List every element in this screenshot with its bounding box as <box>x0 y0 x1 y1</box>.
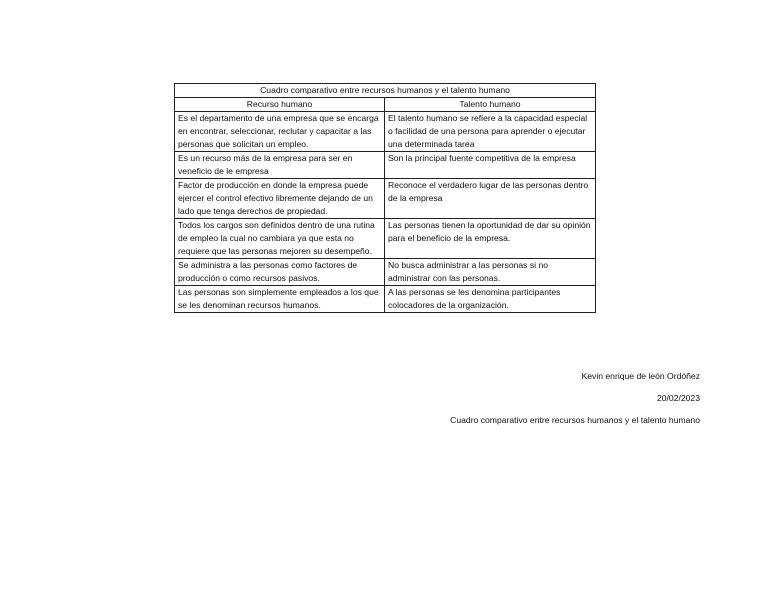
table-cell: Es el departamento de una empresa que se encarga en encontrar, seleccionar, reclutar y capacitar a las personas que solicitan un empleo. <box>175 112 385 152</box>
table-title: Cuadro comparativo entre recursos humanos y el talento humano <box>175 84 596 98</box>
table-cell: El talento humano se refiere a la capacidad especial o facilidad de una persona para aprender o ejecutar una determinada tarea <box>385 112 596 152</box>
table-cell: Se administra a las personas como factores de producción o como recursos pasivos. <box>175 259 385 286</box>
table-row <box>175 112 596 152</box>
column-header-talento-humano: Talento humano <box>385 98 596 112</box>
table-cell: Es un recurso más de la empresa para ser en veneficio de le empresa <box>175 152 385 179</box>
table-cell: Todos los cargos son definidos dentro de una rutina de empleo la cual no cambiara ya que esta no requiere que las personas mejoren su desempeño. <box>175 219 385 259</box>
comparison-table <box>174 83 596 313</box>
table-cell: Son la principal fuente competitiva de la empresa <box>385 152 596 179</box>
author-name: Kevin enrique de león Ordóñez <box>581 371 700 381</box>
table-row <box>175 286 596 313</box>
table-cell: No busca administrar a las personas si no administrar con las personas. <box>385 259 596 286</box>
table-cell: Reconoce el verdadero lugar de las personas dentro de la empresa <box>385 179 596 219</box>
table-cell: Factor de producción en donde la empresa puede ejercer el control efectivo libremente dejando de un lado que tenga derechos de propiedad. <box>175 179 385 219</box>
table-row <box>175 259 596 286</box>
table-row <box>175 152 596 179</box>
table-cell: A las personas se les denomina participantes colocadores de la organización. <box>385 286 596 313</box>
table-cell: Las personas tienen la oportunidad de dar su opinión para el beneficio de la empresa. <box>385 219 596 259</box>
table-row <box>175 179 596 219</box>
document-date: 20/02/2023 <box>656 393 700 403</box>
table-cell: Las personas son simplemente empleados a los que se les denominan recursos humanos. <box>175 286 385 313</box>
table-row <box>175 219 596 259</box>
table-header-row <box>175 98 596 112</box>
column-header-recurso-humano: Recurso humano <box>175 98 385 112</box>
document-caption: Cuadro comparativo entre recursos humanos y el talento humano <box>450 415 700 425</box>
table-title-row <box>175 84 596 98</box>
